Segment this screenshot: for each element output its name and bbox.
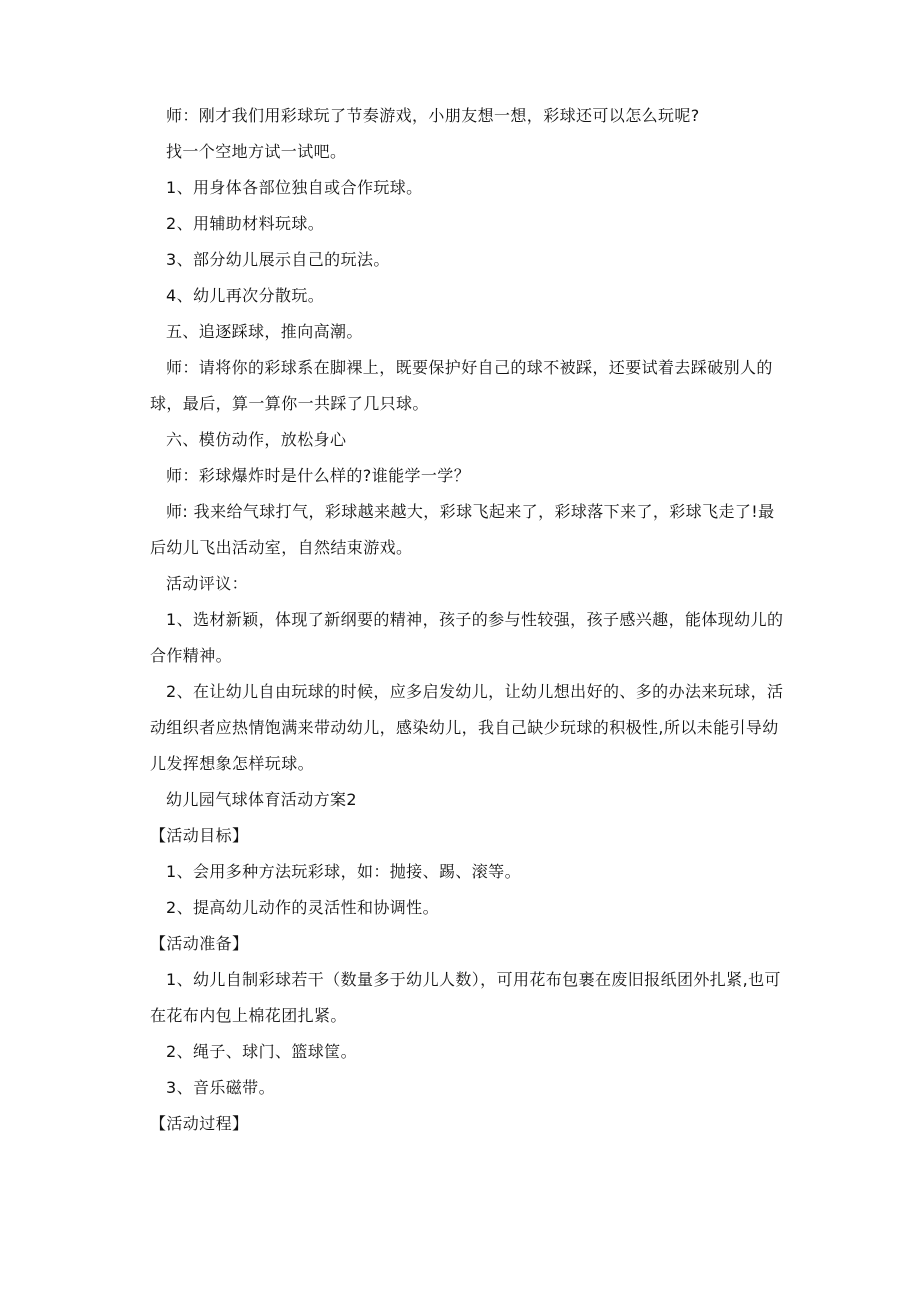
list-item: 3、音乐磁带。 bbox=[166, 1078, 275, 1097]
list-item: 3、部分幼儿展示自己的玩法。 bbox=[166, 250, 390, 269]
list-item: 2、在让幼儿自由玩球的时候，应多启发幼儿，让幼儿想出好的、多的办法来玩球，活动组织者应热情饱满来带动幼儿，感染幼儿，我自己缺少玩球的积极性,所以未能引导幼儿发挥想象怎样玩球。 bbox=[150, 682, 784, 773]
section-heading: 六、模仿动作，放松身心 bbox=[166, 430, 347, 449]
list-item: 1、会用多种方法玩彩球，如：抛接、踢、滚等。 bbox=[166, 862, 521, 881]
section-heading: 【活动目标】 bbox=[150, 826, 249, 845]
section-heading: 五、追逐踩球，推向高潮。 bbox=[166, 322, 363, 341]
paragraph: 师：请将你的彩球系在脚裸上，既要保护好自己的球不被踩，还要试着去踩破别人的球，最后，算一算你一共踩了几只球。 bbox=[150, 358, 773, 413]
paragraph: 师：彩球爆炸时是什么样的?谁能学一学？ bbox=[166, 466, 471, 485]
section-heading: 活动评议： bbox=[166, 574, 249, 593]
section-heading: 【活动准备】 bbox=[150, 934, 249, 953]
paragraph: 找一个空地方试一试吧。 bbox=[166, 142, 347, 161]
list-item: 1、选材新颖，体现了新纲要的精神，孩子的参与性较强，孩子感兴趣，能体现幼儿的合作精神。 bbox=[150, 610, 784, 665]
document-body bbox=[150, 98, 790, 1142]
document-title: 幼儿园气球体育活动方案2 bbox=[166, 790, 357, 809]
paragraph: 师: 我来给气球打气，彩球越来越大，彩球飞起来了，彩球落下来了，彩球飞走了!最后幼儿飞出活动室，自然结束游戏。 bbox=[150, 502, 775, 557]
list-item: 2、用辅助材料玩球。 bbox=[166, 214, 325, 233]
list-item: 1、用身体各部位独自或合作玩球。 bbox=[166, 178, 423, 197]
list-item: 2、提高幼儿动作的灵活性和协调性。 bbox=[166, 898, 439, 917]
section-heading: 【活动过程】 bbox=[150, 1114, 249, 1133]
list-item: 2、绳子、球门、篮球筐。 bbox=[166, 1042, 357, 1061]
list-item: 4、幼儿再次分散玩。 bbox=[166, 286, 325, 305]
list-item: 1、幼儿自制彩球若干（数量多于幼儿人数），可用花布包裹在废旧报纸团外扎紧,也可在花布内包上棉花团扎紧。 bbox=[150, 970, 781, 1025]
paragraph: 师：刚才我们用彩球玩了节奏游戏，小朋友想一想，彩球还可以怎么玩呢? bbox=[166, 106, 700, 125]
